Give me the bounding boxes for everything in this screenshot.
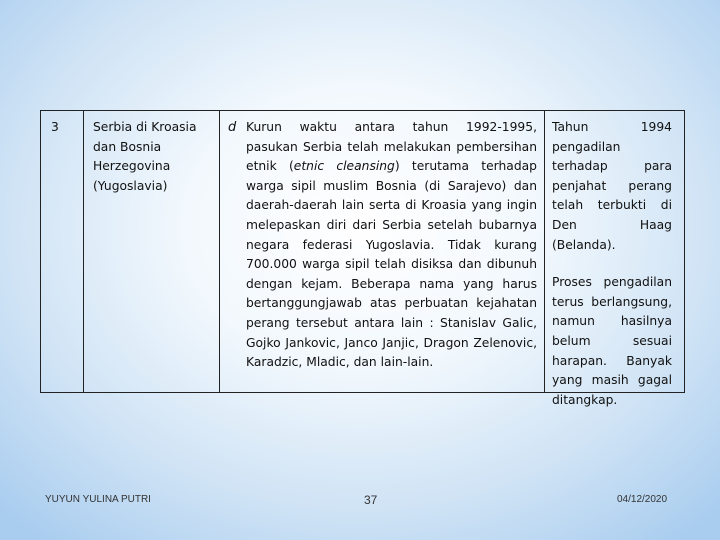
footer-author: YUYUN YULINA PUTRI: [45, 494, 151, 505]
content-table: [40, 110, 685, 407]
row-number: 3: [51, 120, 59, 134]
footer-page-number: 37: [364, 493, 378, 507]
description-cell: [220, 111, 545, 392]
description-part-1: Kurun waktu antara tahun 1992-1995, pasukan Serbia telah melakukan pembersihan etnik (: [246, 120, 537, 174]
description-part-2: ) terutama terhadap warga sipil muslim Bosnia (di Sarajevo) dan daerah-daerah lain serta di Kroasia yang ingin melepaskan diri dari Serbia setelah bubarnya negara federasi Yugoslavia. Tidak kurang 700.000 warga sipil telah disiksa dan dibunuh dengan kejam. Beberapa nama yang harus bertanggungjawab atas perbuatan kejahatan perang tersebut antara lain : Stanislav Galic, Gojko Jankovic, Janco Janjic, Dragon Zelenovic, Karadzic, Mladic, dan lain-lain.: [246, 159, 537, 370]
row-number-cell: [41, 111, 84, 392]
bullet-icon: d: [228, 120, 237, 135]
result-cell: [545, 111, 684, 407]
result-paragraph-1: Tahun 1994 pengadilan terhadap para penjahat perang telah terbukti di Den Haag (Belanda).: [552, 120, 672, 252]
country-cell: [84, 111, 220, 392]
footer-date: 04/12/2020: [617, 494, 668, 505]
result-paragraph-2: Proses pengadilan terus berlangsung, namun hasilnya belum sesuai harapan. Banyak yang masih gagal ditangkap.: [552, 275, 672, 407]
description-italic-term: etnic cleansing: [293, 159, 395, 174]
description-text: [246, 118, 537, 373]
country-name: Serbia di Kroasia dan Bosnia Herzegovina (Yugoslavia): [93, 120, 197, 193]
